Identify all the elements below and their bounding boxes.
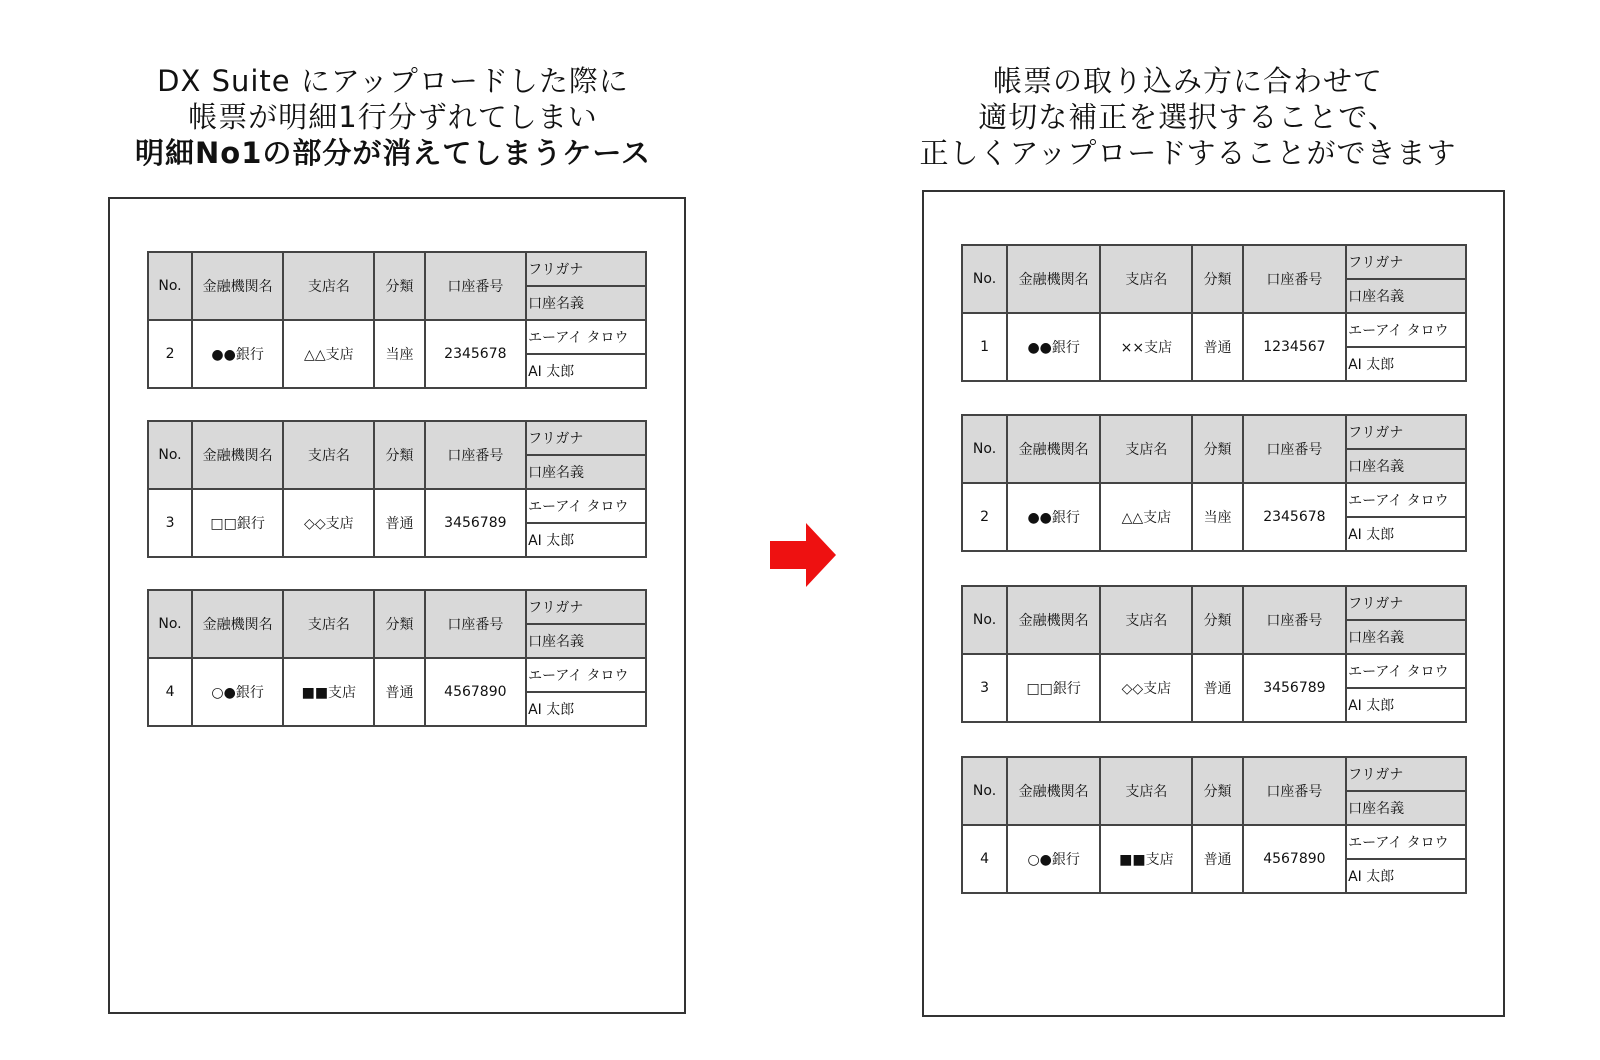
cell-kana: エーアイ タロウ [526,658,646,692]
right-document-page [922,190,1505,1017]
right-arrow-icon [770,523,836,587]
header-branch: 支店名 [283,252,374,320]
right-caption-line-1: 帳票の取り込み方に合わせて [992,64,1383,98]
cell-holder: AI 太郎 [1346,347,1466,381]
header-bank: 金融機関名 [192,252,283,320]
cell-bank: ●●銀行 [1007,313,1100,381]
arrow-shape [770,523,836,587]
header-holder: 口座名義 [1346,620,1466,654]
header-kana: フリガナ [526,590,646,624]
cell-holder: AI 太郎 [1346,859,1466,893]
header-kana: フリガナ [526,252,646,286]
cell-branch: ◇◇支店 [1100,654,1192,722]
cell-branch: ■■支店 [1100,825,1192,893]
cell-branch: ××支店 [1100,313,1192,381]
header-account: 口座番号 [425,421,526,489]
cell-kana: エーアイ タロウ [1346,483,1466,517]
cell-type: 当座 [374,320,424,388]
header-bank: 金融機関名 [1007,415,1100,483]
header-type: 分類 [1192,245,1242,313]
header-kana: フリガナ [1346,757,1466,791]
header-kana: フリガナ [1346,415,1466,449]
cell-account: 4567890 [425,658,526,726]
right-caption [903,63,1473,171]
left-caption-line-1: DX Suite にアップロードした際に [157,64,629,98]
cell-no: 3 [962,654,1007,722]
header-no: No. [148,252,192,320]
record-table [961,244,1467,382]
header-branch: 支店名 [1100,757,1192,825]
header-account: 口座番号 [1243,245,1346,313]
cell-no: 1 [962,313,1007,381]
header-branch: 支店名 [1100,586,1192,654]
cell-kana: エーアイ タロウ [1346,654,1466,688]
cell-type: 普通 [374,658,424,726]
cell-type: 普通 [1192,654,1242,722]
header-no: No. [962,757,1007,825]
header-branch: 支店名 [1100,245,1192,313]
cell-no: 4 [962,825,1007,893]
cell-account: 3456789 [425,489,526,557]
header-account: 口座番号 [425,590,526,658]
record-table [147,589,647,727]
record-table [961,414,1467,552]
cell-account: 4567890 [1243,825,1346,893]
cell-branch: ■■支店 [283,658,374,726]
header-no: No. [962,245,1007,313]
cell-type: 普通 [1192,825,1242,893]
header-type: 分類 [374,590,424,658]
cell-account: 2345678 [425,320,526,388]
right-caption-line-3: 正しくアップロードすることができます [919,136,1457,170]
header-kana: フリガナ [526,421,646,455]
record-table [961,756,1467,894]
cell-branch: △△支店 [283,320,374,388]
header-branch: 支店名 [1100,415,1192,483]
cell-bank: ○●銀行 [1007,825,1100,893]
cell-no: 4 [148,658,192,726]
cell-holder: AI 太郎 [526,354,646,388]
left-document-page [108,197,686,1014]
header-no: No. [148,421,192,489]
header-bank: 金融機関名 [192,590,283,658]
header-no: No. [148,590,192,658]
header-no: No. [962,586,1007,654]
cell-holder: AI 太郎 [1346,517,1466,551]
header-type: 分類 [1192,757,1242,825]
cell-holder: AI 太郎 [1346,688,1466,722]
left-caption-line-2: 帳票が明細1行分ずれてしまい [188,100,598,134]
cell-account: 1234567 [1243,313,1346,381]
cell-holder: AI 太郎 [526,692,646,726]
cell-type: 当座 [1192,483,1242,551]
header-bank: 金融機関名 [1007,586,1100,654]
header-account: 口座番号 [1243,757,1346,825]
header-branch: 支店名 [283,590,374,658]
header-account: 口座番号 [1243,586,1346,654]
cell-kana: エーアイ タロウ [526,320,646,354]
header-holder: 口座名義 [1346,279,1466,313]
header-account: 口座番号 [1243,415,1346,483]
header-holder: 口座名義 [1346,449,1466,483]
header-holder: 口座名義 [1346,791,1466,825]
header-bank: 金融機関名 [192,421,283,489]
header-bank: 金融機関名 [1007,245,1100,313]
header-kana: フリガナ [1346,586,1466,620]
cell-branch: △△支店 [1100,483,1192,551]
record-table [961,585,1467,723]
left-caption [108,63,678,171]
header-type: 分類 [1192,586,1242,654]
header-account: 口座番号 [425,252,526,320]
header-type: 分類 [374,421,424,489]
header-no: No. [962,415,1007,483]
record-table [147,420,647,558]
cell-kana: エーアイ タロウ [1346,825,1466,859]
cell-branch: ◇◇支店 [283,489,374,557]
header-holder: 口座名義 [526,624,646,658]
right-caption-line-2: 適切な補正を選択することで、 [978,100,1398,134]
cell-no: 2 [962,483,1007,551]
cell-bank: □□銀行 [1007,654,1100,722]
header-holder: 口座名義 [526,455,646,489]
record-table [147,251,647,389]
cell-no: 3 [148,489,192,557]
cell-bank: ●●銀行 [192,320,283,388]
header-holder: 口座名義 [526,286,646,320]
cell-no: 2 [148,320,192,388]
cell-type: 普通 [374,489,424,557]
cell-account: 3456789 [1243,654,1346,722]
left-caption-line-3: 明細No1の部分が消えてしまうケース [135,136,651,170]
header-type: 分類 [1192,415,1242,483]
cell-type: 普通 [1192,313,1242,381]
cell-kana: エーアイ タロウ [526,489,646,523]
header-bank: 金融機関名 [1007,757,1100,825]
cell-kana: エーアイ タロウ [1346,313,1466,347]
cell-account: 2345678 [1243,483,1346,551]
header-branch: 支店名 [283,421,374,489]
cell-bank: ○●銀行 [192,658,283,726]
cell-holder: AI 太郎 [526,523,646,557]
cell-bank: ●●銀行 [1007,483,1100,551]
header-type: 分類 [374,252,424,320]
header-kana: フリガナ [1346,245,1466,279]
cell-bank: □□銀行 [192,489,283,557]
